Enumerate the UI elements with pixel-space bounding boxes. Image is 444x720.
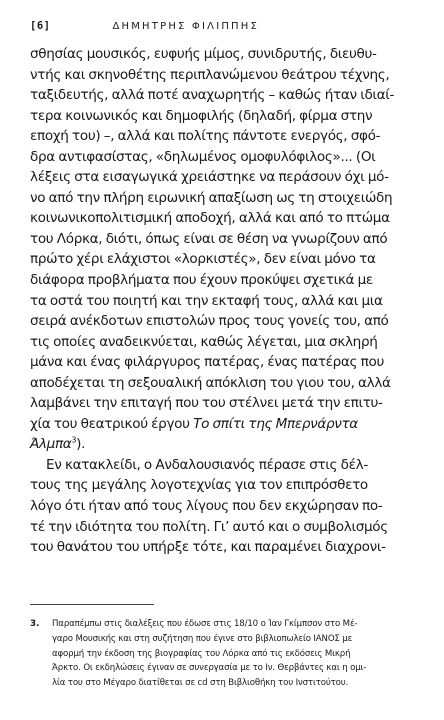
footnote-line: Άρκτο. Οι εκδηλώσεις έγιναν σε συνεργασία με το Ιν. Θερβάντες και η ομι- <box>52 663 367 674</box>
work-title: Το σπίτι της Μπερνάρντα <box>193 415 358 432</box>
text-line: τις οποίες αναδεικνύεται, καθώς λέγεται, μια σκληρή <box>30 333 378 350</box>
text-line: διάφορα προβλήματα που έχουν προκύψει σχετικά με <box>30 272 373 289</box>
page-number: [6] <box>30 20 51 32</box>
text-line: ταξιδευτής, αλλά ποτέ αναχωρητής – καθώς ήταν ιδιαί- <box>30 87 395 104</box>
text-line: πρώτο χέρι ελάχιστοι «λορκιστές», δεν είναι μόνο τα <box>30 251 376 268</box>
text-line: μάνα και ένας φιλάργυρος πατέρας, ένας πατέρας που <box>30 354 384 371</box>
page-header <box>30 19 425 33</box>
footnote-divider <box>30 604 154 605</box>
text-fragment: χία του θεατρικού έργου <box>30 415 194 432</box>
text-line: δρα αντιφασίστας, «δηλωμένος ομοφυλόφιλος»... (Οι <box>30 148 376 165</box>
text-line: λέξεις στα εισαγωγικά χρειάστηκε να περάσουν όχι μό- <box>30 169 389 186</box>
text-line: Εν κατακλείδι, ο Ανδαλουσιανός πέρασε στις δέλ- <box>46 456 368 473</box>
footnote-line: λία του στο Μέγαρο διατίθεται σε cd στη Βιβλιοθήκη του Ινστιτούτου. <box>52 678 349 689</box>
footnote-line: γαρο Μουσικής και στη συζήτηση που έγινε στο βιβλιοπωλείο ΙΑΝΟΣ με <box>52 633 353 644</box>
text-line: εποχή του) –, αλλά και πολίτης πάντοτε ενεργός, σφό- <box>30 128 381 145</box>
footnote <box>30 617 425 691</box>
text-line: λαμβάνει την επιταγή που του στέλνει μετά την επιτυ- <box>30 395 383 412</box>
text-line: τους της μεγάλης λογοτεχνίας για τον επιπρόσθετο <box>30 477 368 494</box>
text-line: τα οστά του ποιητή και την εκταφή τους, αλλά και μια <box>30 292 383 309</box>
text-fragment: ). <box>76 436 86 453</box>
footnote-mark: 3. <box>30 619 40 629</box>
running-head: ΔΗΜΗΤΡΗΣ ΦΙΛΙΠΠΗΣ <box>112 20 260 32</box>
text-line: αποδέχεται τη σεξουαλική απόκλιση του γιου του, αλλά <box>30 374 391 391</box>
footnote-text <box>52 617 425 691</box>
footnote-line: αφορμή την έκδοση της βιογραφίας του Λόρκα από τις εκδόσεις Μικρή <box>52 648 351 659</box>
text-line: λόγο ότι ήταν από τους λίγους που δεν εκχώρησαν πο- <box>30 498 383 515</box>
text-line: τερα κοινωνικός και δημοφιλής (δηλαδή, φίρμα στην <box>30 107 373 124</box>
footnote-reference[interactable]: 3 <box>71 435 77 445</box>
text-line: σειρά ανέκδοτων επιστολών προς τους γονείς του, από <box>30 313 389 330</box>
body-text <box>30 44 418 558</box>
text-line: κοινωνικοπολιτισμική αποδοχή, αλλά και από το πτώμα <box>30 210 390 227</box>
text-line: ντής και σκηνοθέτης περιπλανώμενου θεάτρου τέχνης, <box>30 66 390 83</box>
text-line-with-footnote <box>30 434 418 455</box>
text-line: τέ την ιδιότητα του πολίτη. Γι’ αυτό και ο συμβολισμός <box>30 518 388 535</box>
text-line: του θανάτου του υπήρξε τότε, και παραμένει διαχρονι- <box>30 539 386 556</box>
text-line: του Λόρκα, διότι, όπως είναι σε θέση να γνωρίζουν από <box>30 230 388 247</box>
text-line: σθησίας μουσικός, ευφυής μίμος, συνιδρυτής, διευθυ- <box>30 46 377 62</box>
work-title-cont: Άλμπα <box>30 436 72 453</box>
footnote-line: Παραπέμπω στις διαλέξεις που έδωσε στις 18/10 ο Ίαν Γκίμπσον στο Μέ- <box>52 619 358 629</box>
text-line: νο από την πλήρη ειρωνική απαξίωση ως τη στοιχειώδη <box>30 189 393 206</box>
text-line-with-title <box>30 414 418 435</box>
